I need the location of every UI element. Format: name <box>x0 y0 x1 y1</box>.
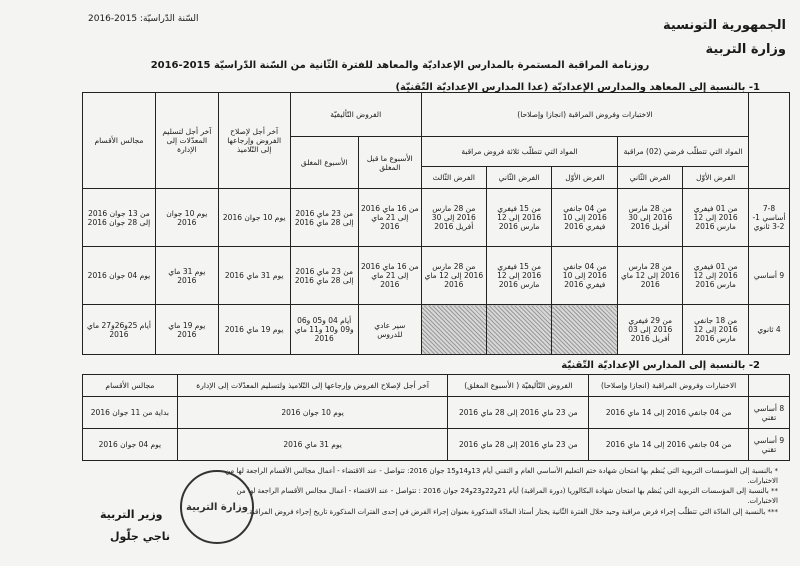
date-cell: يوم 10 جوان 2016 <box>177 397 448 429</box>
closed-week-header: الأسبوع المغلق <box>290 137 358 189</box>
signature-title: وزير التربية <box>100 508 163 521</box>
note-2: ** بالنسبة إلى المؤسسات التربوية التي يُنظم بها امتحان شهادة البكالوريا (دورة المراقبة) أيام 21و22و23و24 جوان 2016 : تتواصل - عند الاقتضاء - أعمال مجالس الأقسام الراجعة لها من الاختبارات. <box>236 487 778 506</box>
week-before-header: الأسبوع ما قبل المغلق <box>358 137 421 189</box>
two-first-header: الفرض الأوّل <box>683 167 749 189</box>
note-3: *** بالنسبة إلى المادّة التي تتطلّب إجراء فرض مراقبة وحيد خلال الفترة الثّانية يختار أستاذ المادّة المذكورة بعنوان إجراء الفرض في إحدى الفترات المذكورة تاريخ إجراء فروض المراقبة. <box>246 507 778 516</box>
level-cell: 7-8 أساسي 1-2-3 ثانوي <box>749 189 790 247</box>
level-cell: 9 أساسي تقني <box>749 429 790 461</box>
notes <box>218 466 778 517</box>
date-cell: من 04 جانفي 2016 إلى 14 ماي 2016 <box>589 429 749 461</box>
table-row <box>83 429 790 461</box>
official-stamp <box>180 470 254 544</box>
date-cell: يوم 31 ماي 2016 <box>177 429 448 461</box>
date-cell: من 28 مارس 2016 إلى 30 أفريل 2016 <box>618 189 683 247</box>
date-cell: من 29 فيفري 2016 إلى 03 أفريل 2016 <box>618 305 683 355</box>
section2-table <box>82 374 790 461</box>
table-row <box>83 305 790 355</box>
level-header <box>749 93 790 189</box>
date-cell: سير عادي للدروس <box>358 305 421 355</box>
three-third-header: الفرض الثّالث <box>421 167 486 189</box>
level-cell: 9 أساسي <box>749 247 790 305</box>
date-cell: من 16 ماي 2016 إلى 21 ماي 2016 <box>358 247 421 305</box>
republic-name: الجمهورية التونسية <box>662 18 786 33</box>
councils-header: مجالس الأقسام <box>83 93 156 189</box>
date-cell: يوم 04 جوان 2016 <box>83 429 178 461</box>
date-cell: من 04 جانفي 2016 إلى 10 فيفري 2016 <box>552 247 618 305</box>
date-cell: من 28 مارس 2016 إلى 12 ماي 2016 <box>421 247 486 305</box>
note-1: * بالنسبة إلى المؤسسات التربوية التي يُنظم بها امتحان شهادة ختم التعليم الأساسي العام و التقني أيام 13و14و15 جوان 2016: تتواصل - عند الاقتضاء - أعمال مجالس الأقسام الراجعة لها من الاختبارات. <box>225 467 778 486</box>
ministry-name: وزارة التربية <box>705 42 786 57</box>
table-row <box>83 189 790 247</box>
signature-name: ناجي جلّول <box>110 530 171 543</box>
councils-header: مجالس الأقسام <box>83 375 178 397</box>
date-cell: من 18 جانفي 2016 إلى 12 مارس 2016 <box>683 305 749 355</box>
hatched-cell <box>552 305 618 355</box>
level-cell: 8 أساسي تقني <box>749 397 790 429</box>
level-cell: 4 ثانوي <box>749 305 790 355</box>
date-cell: من 04 جانفي 2016 إلى 14 ماي 2016 <box>589 397 749 429</box>
document-title: روزنامة المراقبة المستمرة بالمدارس الإعداديّة والمعاهد للفترة الثّانية من السّنة الدّراسيّة 2015-2016 <box>150 60 650 71</box>
date-cell: من 16 ماي 2016 إلى 21 ماي 2016 <box>358 189 421 247</box>
correction-header: آخر أجل لإصلاح الفروض وإرجاعها إلى التّلاميذ ولتسليم المعدّلات إلى الإدارة <box>177 375 448 397</box>
stamp-text: وزارة التربية <box>186 501 248 513</box>
hatched-cell <box>421 305 486 355</box>
three-first-header: الفرض الأوّل <box>552 167 618 189</box>
two-subjects-header: المواد التي تتطلّب فرضي (02) مراقبة <box>618 137 749 167</box>
date-cell: يوم 10 جوان 2016 <box>218 189 290 247</box>
date-cell: من 13 جوان 2016 إلى 28 جوان 2016 <box>83 189 156 247</box>
correction-header: آخر أجل لإصلاح الفروض وإرجاعها إلى التّلاميذ <box>218 93 290 189</box>
date-cell: من 01 فيفري 2016 إلى 12 مارس 2016 <box>683 247 749 305</box>
date-cell: يوم 04 جوان 2016 <box>83 247 156 305</box>
hatched-cell <box>486 305 552 355</box>
synthesis-header: الفروض التّأليفيّة <box>290 93 421 137</box>
school-year-top: السّنة الدّراسيّة: 2015-2016 <box>88 14 199 24</box>
continuous-header: الاختبارات وفروض المراقبة (انجازا وإصلاحا) <box>589 375 749 397</box>
date-cell: يوم 19 ماي 2016 <box>218 305 290 355</box>
marks-header: آخر أجل لتسليم المعدّلات إلى الإدارة <box>155 93 218 189</box>
date-cell: أيام 04 و05 و06 و09 و10 و11 ماي 2016 <box>290 305 358 355</box>
two-second-header: الفرض الثّاني <box>618 167 683 189</box>
table-row <box>83 397 790 429</box>
date-cell: أيام 25و26و27 ماي 2016 <box>83 305 156 355</box>
synthesis-header: الفروض التّأليفيّة ( الأسبوع المغلق) <box>448 375 589 397</box>
section1-table <box>82 92 790 355</box>
section1-title: 1- بالنسبة إلى المعاهد والمدارس الإعداديّة (عدا المدارس الإعداديّة التّقنيّة) <box>395 82 760 93</box>
date-cell: يوم 19 ماي 2016 <box>155 305 218 355</box>
date-cell: من 04 جانفي 2016 إلى 10 فيفري 2016 <box>552 189 618 247</box>
table-row <box>83 247 790 305</box>
date-cell: من 23 ماي 2016 إلى 28 ماي 2016 <box>448 397 589 429</box>
three-second-header: الفرض الثّاني <box>486 167 552 189</box>
date-cell: من 28 مارس 2016 إلى 30 أفريل 2016 <box>421 189 486 247</box>
date-cell: من 28 مارس 2016 إلى 12 ماي 2016 <box>618 247 683 305</box>
date-cell: من 23 ماي 2016 إلى 28 ماي 2016 <box>448 429 589 461</box>
date-cell: من 15 فيفري 2016 إلى 12 مارس 2016 <box>486 189 552 247</box>
level-header <box>749 375 790 397</box>
date-cell: من 23 ماي 2016 إلى 28 ماي 2016 <box>290 247 358 305</box>
date-cell: يوم 31 ماي 2016 <box>218 247 290 305</box>
continuous-header: الاختبارات وفروض المراقبة (انجازا وإصلاحا) <box>421 93 748 137</box>
date-cell: بداية من 11 جوان 2016 <box>83 397 178 429</box>
three-subjects-header: المواد التي تتطلّب ثلاثة فروض مراقبة <box>421 137 617 167</box>
date-cell: يوم 10 جوان 2016 <box>155 189 218 247</box>
date-cell: من 23 ماي 2016 إلى 28 ماي 2016 <box>290 189 358 247</box>
date-cell: من 15 فيفري 2016 إلى 12 مارس 2016 <box>486 247 552 305</box>
section2-title: 2- بالنسبة إلى المدارس الإعداديّة التّقنيّة <box>561 360 760 371</box>
date-cell: من 01 فيفري 2016 إلى 12 مارس 2016 <box>683 189 749 247</box>
date-cell: يوم 31 ماي 2016 <box>155 247 218 305</box>
